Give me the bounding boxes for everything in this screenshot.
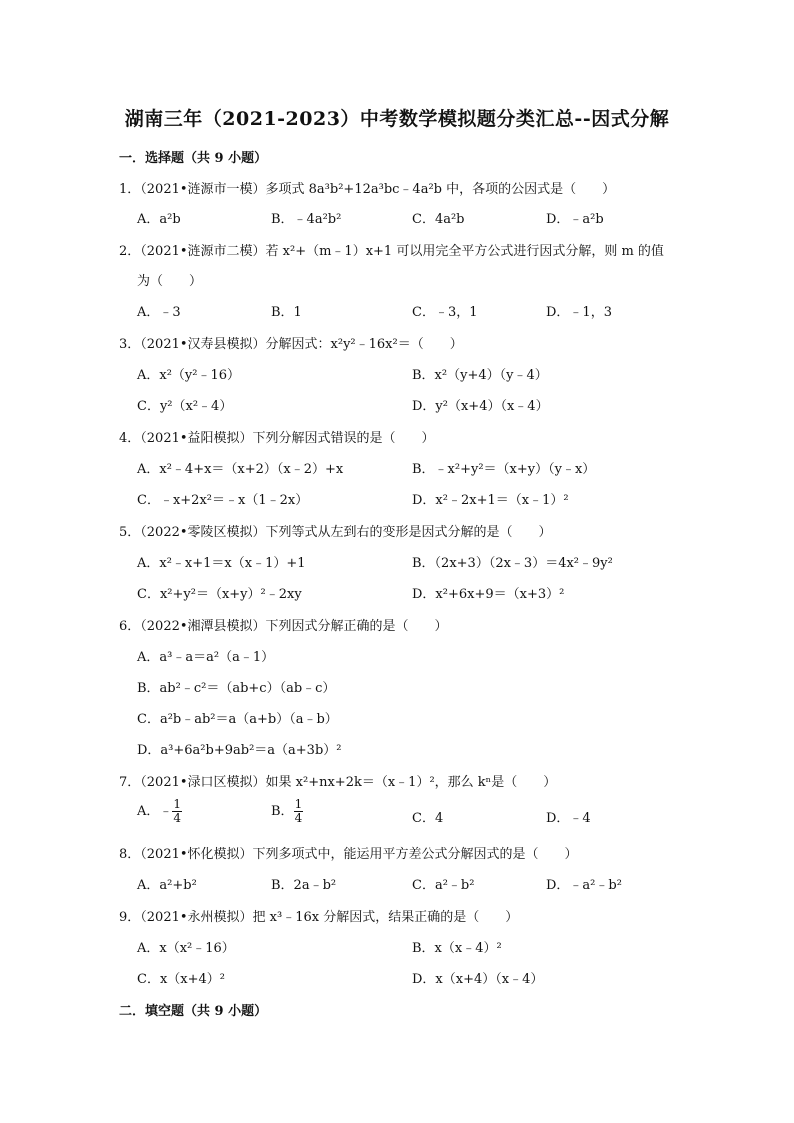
question-8-option-a: A．a²+b² xyxy=(137,878,197,893)
question-4-stem: 4．（2021•益阳模拟）下列分解因式错误的是（ ） xyxy=(119,431,435,446)
question-8-option-c: C．a²﹣b² xyxy=(412,878,475,893)
question-7-option-c: C．4 xyxy=(412,811,444,826)
question-8-option-d: D．﹣a²﹣b² xyxy=(546,878,622,893)
question-3-stem: 3．（2021•汉寿县模拟）分解因式：x²y²﹣16x²＝（ ） xyxy=(119,337,463,352)
question-9-option-b: B．x（x﹣4）² xyxy=(412,941,502,956)
question-6-option-b: B．ab²﹣c²＝（ab+c）（ab﹣c） xyxy=(137,681,336,696)
question-6-stem: 6．（2022•湘潭县模拟）下列因式分解正确的是（ ） xyxy=(119,619,448,634)
question-4-option-d: D．x²﹣2x+1＝（x﹣1）² xyxy=(412,493,569,508)
question-3-option-d: D．y²（x+4）（x﹣4） xyxy=(412,399,549,414)
question-6-option-d: D．a³+6a²b+9ab²＝a（a+3b）² xyxy=(137,743,342,758)
question-6-option-a: A．a³﹣a＝a²（a﹣1） xyxy=(137,650,275,665)
question-7-stem: 7．（2021•渌口区模拟）如果 x²+nx+2k＝（x﹣1）²，那么 kⁿ是（ ） xyxy=(119,775,557,790)
question-4-option-b: B．﹣x²+y²＝（x+y）（y﹣x） xyxy=(412,462,596,477)
page-title: 湖南三年（2021-2023）中考数学模拟题分类汇总--因式分解 xyxy=(124,108,670,130)
question-4-option-a: A．x²﹣4+x＝（x+2）（x﹣2）+x xyxy=(137,462,344,477)
fraction-denominator: 4 xyxy=(173,811,182,825)
question-7-option-d: D．﹣4 xyxy=(546,811,591,826)
question-9-option-a: A．x（x²﹣16） xyxy=(137,941,235,956)
fraction-numerator: 1 xyxy=(294,797,303,811)
question-1-stem: 1．（2021•涟源市一模）多项式 8a³b²+12a³bc﹣4a²b 中，各项的公因式是（ ） xyxy=(119,182,616,197)
question-5-option-b: B．（2x+3）（2x﹣3）＝4x²﹣9y² xyxy=(412,556,613,571)
question-5-stem: 5．（2022•零陵区模拟）下列等式从左到右的变形是因式分解的是（ ） xyxy=(119,525,552,540)
fraction-numerator: 1 xyxy=(173,797,182,811)
question-5-option-a: A．x²﹣x+1＝x（x﹣1）+1 xyxy=(137,556,306,571)
question-2-stem: 2．（2021•涟源市二模）若 x²+（m﹣1）x+1 可以用完全平方公式进行因式分解，则 m 的值 xyxy=(119,244,664,259)
fraction xyxy=(294,798,304,825)
question-3-option-b: B．x²（y+4）（y﹣4） xyxy=(412,368,548,383)
question-7-option-b-label: B． xyxy=(271,804,294,819)
question-5-option-d: D．x²+6x+9＝（x+3）² xyxy=(412,587,565,602)
section-heading-choice: 一．选择题（共 9 小题） xyxy=(119,151,268,166)
fraction xyxy=(172,798,182,825)
question-2-option-a: A．﹣3 xyxy=(137,305,181,320)
question-9-stem: 9．（2021•永州模拟）把 x³﹣16x 分解因式，结果正确的是（ ） xyxy=(119,910,519,925)
question-8-option-b: B．2a﹣b² xyxy=(271,878,337,893)
question-2-option-d: D．﹣1，3 xyxy=(546,305,612,320)
question-7-option-a xyxy=(137,798,182,825)
question-9-option-c: C．x（x+4）² xyxy=(137,972,225,987)
question-7-option-b xyxy=(271,798,303,825)
question-9-option-d: D．x（x+4）（x﹣4） xyxy=(412,972,544,987)
question-1-option-c: C．4a²b xyxy=(412,212,465,227)
question-7-option-a-label: A．﹣ xyxy=(137,804,173,819)
question-1-option-a: A．a²b xyxy=(137,212,181,227)
question-3-option-a: A．x²（y²﹣16） xyxy=(137,368,241,383)
question-3-option-c: C．y²（x²﹣4） xyxy=(137,399,233,414)
question-1-option-d: D．﹣a²b xyxy=(546,212,604,227)
question-2-option-b: B．1 xyxy=(271,305,302,320)
section-heading-fill-in: 二．填空题（共 9 小题） xyxy=(119,1004,268,1019)
question-6-option-c: C．a²b﹣ab²＝a（a+b）（a﹣b） xyxy=(137,712,338,727)
question-2-option-c: C．﹣3，1 xyxy=(412,305,478,320)
question-2-stem-continued: 为（ ） xyxy=(137,274,203,289)
question-1-option-b: B．﹣4a²b² xyxy=(271,212,342,227)
question-8-stem: 8．（2021•怀化模拟）下列多项式中，能运用平方差公式分解因式的是（ ） xyxy=(119,847,578,862)
fraction-denominator: 4 xyxy=(294,811,303,825)
question-5-option-c: C．x²+y²＝（x+y）²﹣2xy xyxy=(137,587,302,602)
question-4-option-c: C．﹣x+2x²＝﹣x（1﹣2x） xyxy=(137,493,309,508)
